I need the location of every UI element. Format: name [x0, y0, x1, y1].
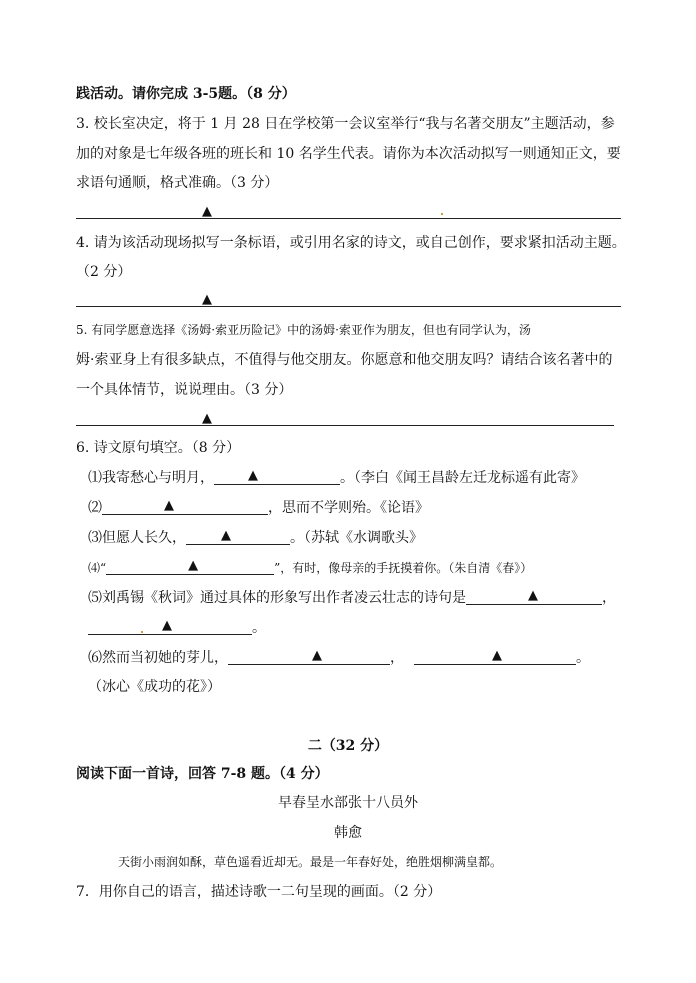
fill-blank-3[interactable]	[186, 528, 290, 545]
answer-marker-4: ▲	[188, 558, 199, 573]
answer-marker-5b: ▲	[162, 618, 172, 633]
q6-title: 6. 诗文原句填空。（8 分）	[76, 440, 241, 456]
fill-blank-4[interactable]	[106, 558, 274, 575]
answer-line-q3[interactable]	[76, 218, 621, 219]
q3-line-3: 求语句通顺，格式准确。（3 分）	[76, 175, 279, 191]
answer-marker-q3: ▲	[202, 204, 212, 219]
fill-blank-1[interactable]	[214, 468, 340, 485]
q5-line-1: 5. 有同学愿意选择《汤姆·索亚历险记》中的汤姆·索亚作为朋友，但也有同学认为，汤	[76, 323, 531, 337]
q4-line-1: 4. 请为该活动现场拟写一条标语，或引用名家的诗文，或自己创作，要求紧扣活动主题。	[76, 235, 626, 251]
q6-item-3	[88, 528, 423, 548]
q6-item-2-suffix: ，思而不学则殆。《论语》	[268, 500, 429, 516]
q6-item-1-suffix: 。（李白《闻王昌龄左迁龙标遥有此寄》	[340, 470, 585, 486]
q6-item-5-prefix: ⑸刘禹锡《秋词》通过具体的形象写出作者凌云壮志的诗句是	[88, 590, 466, 606]
answer-marker-q4: ▲	[202, 292, 212, 307]
poem-author: 韩愈	[334, 825, 362, 841]
answer-marker-6b: ▲	[492, 648, 502, 663]
q5-line-3: 一个具体情节，说说理由。（3 分）	[76, 382, 293, 398]
answer-marker-3: ▲	[221, 528, 231, 543]
q3-line-1: 3. 校长室决定，将于 1 月 28 日在学校第一会议室举行“我与名著交朋友”主题活动，参	[76, 116, 615, 132]
q6-item-2-prefix: ⑵	[88, 500, 102, 516]
fill-blank-5a[interactable]	[466, 588, 602, 605]
poem-text: 天街小雨润如酥，草色遥看近却无。最是一年春好处，绝胜烟柳满皇都。	[118, 855, 503, 869]
q6-item-6-comma: ，	[390, 650, 404, 666]
answer-marker-1: ▲	[248, 468, 258, 483]
answer-line-q4[interactable]	[76, 306, 621, 307]
q6-item-4	[88, 558, 532, 578]
q6-item-5-end: 。	[252, 620, 266, 636]
answer-marker-q5: ▲	[202, 411, 212, 426]
section-2-instruction: 阅读下面一首诗，回答 7-8 题。（4 分）	[76, 766, 329, 782]
q6-item-3-suffix: 。（苏轼《水调歌头》	[290, 530, 423, 546]
q6-item-5	[88, 588, 616, 608]
q6-item-1	[88, 468, 585, 488]
fill-blank-6b[interactable]	[414, 648, 576, 665]
ink-speck	[441, 213, 443, 215]
fill-blank-5b[interactable]	[88, 618, 252, 635]
q6-item-3-prefix: ⑶但愿人长久，	[88, 530, 186, 546]
q4-line-2: （2 分）	[76, 264, 132, 280]
q6-item-6-end: 。	[576, 650, 590, 666]
q6-item-6-prefix: ⑹然而当初她的芽儿，	[88, 650, 228, 666]
q6-item-4-suffix: ”，有时，像母亲的手抚摸着你。（朱自清《春》）	[274, 561, 533, 575]
ink-speck	[141, 631, 143, 633]
answer-marker-5a: ▲	[528, 588, 538, 603]
answer-marker-2: ▲	[164, 498, 174, 513]
q6-item-6	[88, 648, 590, 668]
section-2-heading: 二（32 分）	[307, 738, 389, 754]
q6-item-2	[88, 498, 429, 518]
q3-line-2: 加的对象是七年级各班的班长和 10 名学生代表。请你为本次活动拟写一则通知正文，要	[76, 146, 621, 162]
answer-marker-6a: ▲	[312, 648, 322, 663]
answer-line-q5[interactable]	[76, 425, 614, 426]
q6-item-4-prefix: ⑷“	[88, 561, 107, 575]
q6-item-1-prefix: ⑴我寄愁心与明月，	[88, 470, 214, 486]
q6-item-6-source: （冰心《成功的花》）	[88, 679, 221, 695]
poem-title: 早春呈水部张十八员外	[278, 795, 418, 811]
q5-line-2: 姆·索亚身上有很多缺点，不值得与他交朋友。你愿意和他交朋友吗？请结合该名著中的	[76, 352, 613, 368]
q7-text: 7．用你自己的语言，描述诗歌一二句呈现的画面。（2 分）	[76, 884, 442, 900]
fill-blank-6a[interactable]	[228, 648, 390, 665]
section-intro: 践活动。请你完成 3-5题。（8 分）	[76, 86, 296, 102]
fill-blank-2[interactable]	[102, 498, 268, 515]
q6-item-5-cont	[88, 618, 266, 638]
q6-item-5-comma: ，	[602, 590, 616, 606]
